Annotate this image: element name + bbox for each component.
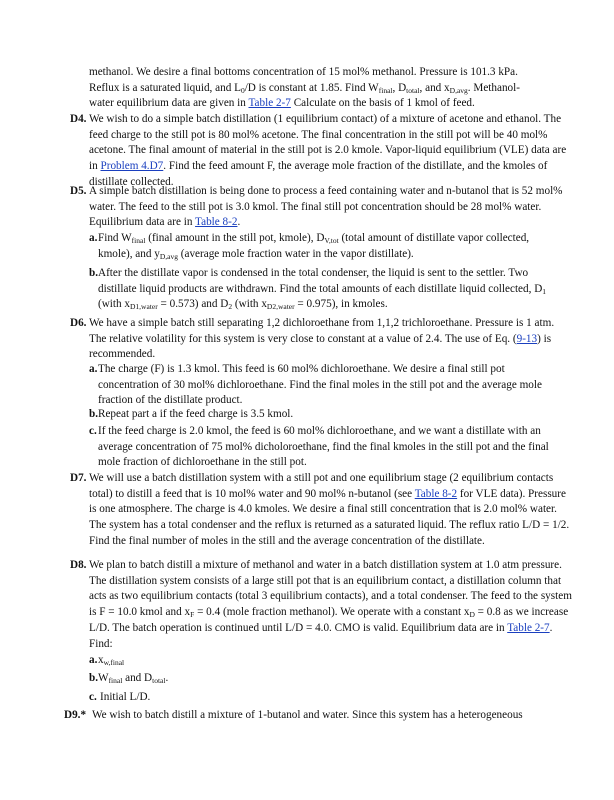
problem-d5a-text: Find $W_{final}$ (final amount in the still pot, kmole), $D_{V,tot}$ (total amount of distillate vapor collected, kmole), and $y_{D,avg}$ (average mole fraction water in the vapor distillate). [98,232,530,261]
problem-d7-text: We will use a batch distillation system with a still pot and one equilibrium stage (2 equilibrium contacts total) to distill a feed that is 10 mol% water and 90 mol% n-butanol (see Table 8-2 for VLE data). Pressure is one atmosphere. The charge is 4.0 kmoles. We desire a final still concentration that is 2.0 mol% water. The system has a total condenser and the reflux is returned as a saturated liquid. The reflux ratio L/D = 1/2. Find the final number of moles in the still and the average concentration of the distillate. [89,472,570,547]
problem-d5b-text: After the distillate vapor is condensed in the total condenser, the liquid is sent to the settler. Two distillate liquid products are withdrawn. Find the total amounts of each distillate liquid collected, $D_1$ (with $x_{D1,water} = 0.573$) and $D_2$ (with $x_{D2,water} = 0.975$), in kmoles. [98,267,547,312]
table-2-7-link-2[interactable]: Table 2-7 [507,621,550,634]
problem-d8b-label: b. [89,672,99,684]
problem-d5a-label: a. [89,232,98,244]
problem-d6b-text: Repeat part a if the feed charge is 3.5 kmol. [98,408,294,420]
problem-d8a-text: $x_{w,final}$ [98,654,125,667]
problem-d7-label: D7. [70,472,87,484]
problem-d6c-text: If the feed charge is 2.0 kmol, the feed is 60 mol% dichloroethane, and we want a distillate with an average concentration of 75 mol% dicholoroethane, find the final kmoles in the still pot and the final mole fraction of dichloroethane in the still pot. [98,425,549,469]
problem-d8c-label: c. [89,691,97,703]
problem-d8-text: We plan to batch distill a mixture of methanol and water in a batch distillation system at 1.0 atm pressure. The distillation system consists of a large still pot that is an equilibrium contact, a distillation column that acts as two equilibrium contacts (total 3 equilibrium contacts), and a total condenser. The feed to the system is F = 10.0 kmol and $x_F = 0.4$ (mole fraction methanol). We operate with a constant $x_D = 0.8$ as we increase L/D. The batch operation is continued until L/D = 4.0. CMO is valid. Equilibrium data are in Table 2-7. Find: [89,559,572,650]
problem-d8c-text: Initial L/D. [100,691,151,703]
problem-d5-text: A simple batch distillation is being done to process a feed containing water and n-butanol that is 52 mol% water. The feed to the still pot is 3.0 kmol. The final still pot concentration should be 28 mol% water. Equilibrium data are in Table 8-2. [89,185,563,229]
problem-d8a-label: a. [89,654,98,666]
problem-d8b-text: $W_{final}$ and $D_{total}$. [98,672,169,685]
problem-d6-text: We have a simple batch still separating 1,2 dichloroethane from 1,1,2 trichloroethane. Pressure is 1 atm. The relative volatility for this system is very close to constant at a value of 2.4. The use of Eq. (9-13) is recommended. [89,317,555,361]
problem-d6a-text: The charge (F) is 1.3 kmol. This feed is 60 mol% dichloroethane. We desire a final still pot concentration of 30 mol% dichloroethane. Find the final moles in the still pot and the average mole fraction of the distillate product. [98,363,542,407]
problem-d5-label: D5. [70,185,87,197]
problem-d6c-label: c. [89,425,97,437]
problem-d6-label: D6. [70,317,87,329]
intro-paragraph: methanol. We desire a final bottoms concentration of 15 mol% methanol. Pressure is 101.3 kPa. Reflux is a saturated liquid, and $L_0/D$ is constant at 1.85. Find $W_{final}$, $D_{total}$, and $x_{D,avg}$. Methanol- water equilibrium data are given in Table 2-7 Calculate on the basis of 1 kmol of feed. [89,66,520,110]
problem-d4-text: We wish to do a simple batch distillation (1 equilibrium contact) of a mixture of acetone and ethanol. The feed charge to the still pot is 80 mol% acetone. The final concentration in the still pot will be 40 mol% acetone. The final amount of material in the still pot is 2.0 kmole. Vapor-liquid equilibrium (VLE) data are in Problem 4.D7. Find the feed amount F, the average mole fraction of the distillate, and the kmoles of distillate collected. [89,113,567,188]
eq-9-13-link[interactable]: 9-13 [516,332,538,345]
table-8-2-link-2[interactable]: Table 8-2 [414,487,458,500]
intro-line-1: methanol. We desire a final bottoms concentration of 15 mol% methanol. Pressure is 101.3 kPa. [89,66,518,78]
problem-d4-label: D4. [70,113,87,125]
problem-4-d7-link[interactable]: Problem 4.D7 [100,160,164,173]
problem-d5b-label: b. [89,267,99,279]
problem-d8-label: D8. [70,559,87,571]
problem-d6b-label: b. [89,408,99,420]
problem-d9-label: D9.* [64,709,87,721]
problem-d6a-label: a. [89,363,98,375]
table-8-2-link[interactable]: Table 8-2 [195,216,238,229]
table-2-7-link[interactable]: Table 2-7 [248,97,291,110]
problem-d9-text: We wish to batch distill a mixture of 1-butanol and water. Since this system has a heterogeneous [92,709,523,721]
